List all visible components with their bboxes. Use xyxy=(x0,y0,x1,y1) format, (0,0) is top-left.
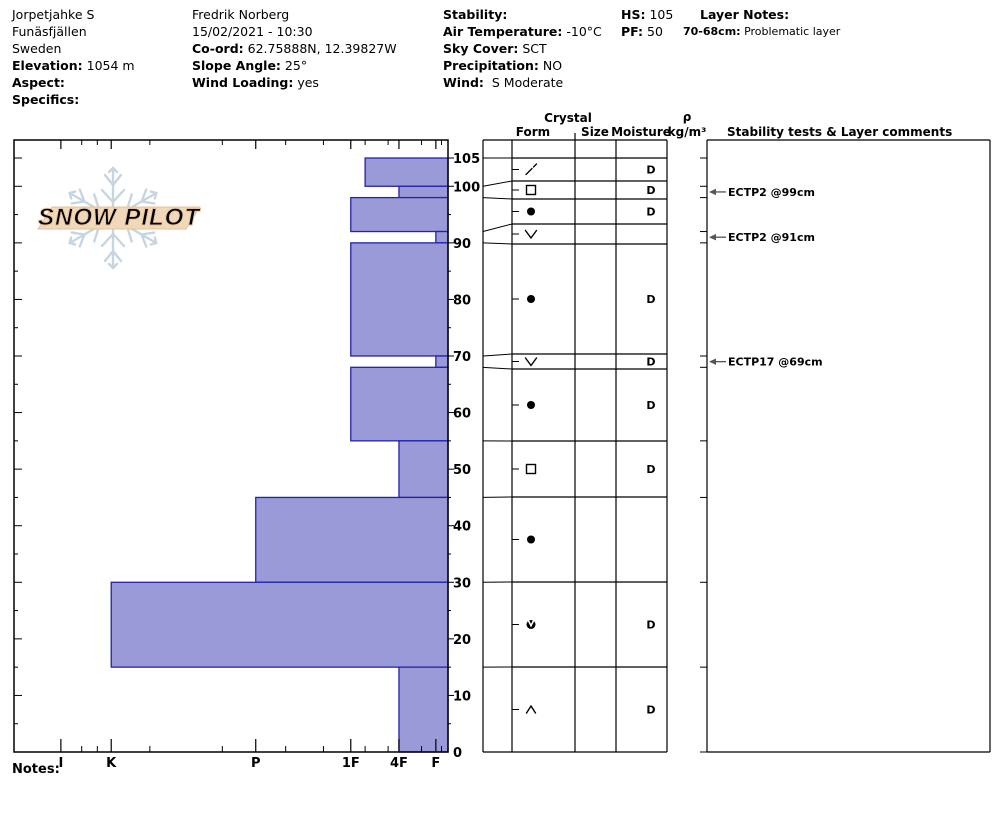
grain-form-RG-icon xyxy=(527,536,535,544)
stability-test-label: ECTP2 @99cm xyxy=(728,185,815,199)
grain-form-DF-icon xyxy=(526,164,537,175)
moisture-value: D xyxy=(646,163,656,177)
moisture-value: D xyxy=(646,355,656,369)
layer-notes-title: Layer Notes: xyxy=(700,7,790,22)
total-height-hs: HS: 105 xyxy=(621,7,674,22)
grain-form-RG-icon xyxy=(527,208,535,216)
column-header-moisture: Moisture xyxy=(611,125,671,139)
layer-bar-98-92 xyxy=(351,198,448,232)
depth-label-40: 40 xyxy=(453,519,472,535)
depth-label-105: 105 xyxy=(453,152,481,167)
hardness-label-K: K xyxy=(106,756,117,771)
depth-label-50: 50 xyxy=(453,463,472,479)
layer-bar-45-30 xyxy=(256,497,448,582)
depth-label-70: 70 xyxy=(453,350,472,365)
stability-field: Stability: xyxy=(443,7,508,22)
site-name: Jorpetjahke S xyxy=(12,7,95,22)
grain-form-column xyxy=(512,164,656,717)
depth-label-0: 0 xyxy=(453,746,463,761)
stability-test-99 xyxy=(709,186,815,199)
depth-label-10: 10 xyxy=(453,689,472,705)
grain-form-SH-icon xyxy=(526,358,537,366)
column-header-density_symbol: ρ xyxy=(682,110,692,124)
grain-form-SH-icon xyxy=(526,231,537,239)
hardness-bars xyxy=(111,158,448,752)
left-arrow-icon xyxy=(709,234,716,240)
depth-label-90: 90 xyxy=(453,236,472,252)
left-arrow-icon xyxy=(709,189,716,195)
hardness-label-I: I xyxy=(58,756,64,771)
grain-form-DH-icon xyxy=(527,706,536,713)
slope-angle: Slope Angle: 25° xyxy=(192,58,308,73)
precipitation: Precipitation: NO xyxy=(443,58,563,73)
grain-form-RG-icon xyxy=(527,295,535,303)
observation-datetime: 15/02/2021 - 10:30 xyxy=(192,24,313,39)
grain-form-RGxf-icon xyxy=(527,620,536,629)
hardness-label-4F: 4F xyxy=(389,756,408,771)
notes-label: Notes: xyxy=(12,762,60,777)
wind-loading: Wind Loading: yes xyxy=(192,75,319,90)
layer-bar-68-55 xyxy=(351,367,448,441)
grain-form-FC-icon xyxy=(527,465,536,474)
site-aspect: Aspect: xyxy=(12,75,65,90)
site-country: Sweden xyxy=(12,41,62,56)
moisture-value: D xyxy=(646,703,656,717)
grain-form-RG-icon xyxy=(527,401,535,409)
air-temperature: Air Temperature: -10°C xyxy=(443,24,602,39)
layer-bar-30-15 xyxy=(111,582,448,667)
moisture-value: D xyxy=(646,463,656,476)
grain-form-FC-icon xyxy=(527,186,536,195)
logo-text: SNOW PILOT xyxy=(38,204,200,231)
column-header-density_unit: kg/m³ xyxy=(667,125,707,139)
sky-cover: Sky Cover: SCT xyxy=(443,41,547,56)
hardness-label-1F: 1F xyxy=(341,756,360,771)
moisture-value: D xyxy=(646,399,656,412)
column-header-form: Form xyxy=(515,125,551,139)
layer-bar-92-90 xyxy=(436,232,448,243)
snowpilot-logo xyxy=(38,168,201,268)
depth-label-20: 20 xyxy=(453,632,472,648)
depth-label-30: 30 xyxy=(453,576,472,592)
observer-name: Fredrik Norberg xyxy=(192,7,290,22)
layer-bar-70-68 xyxy=(436,356,448,367)
layer-note: 70-68cm: Problematic layer xyxy=(683,25,841,38)
pit-foot-pf: PF: 50 xyxy=(621,24,663,39)
moisture-value: D xyxy=(646,205,656,219)
layer-bar-105-100 xyxy=(365,158,448,186)
coordinates: Co-ord: 62.75888N, 12.39827W xyxy=(192,41,397,56)
stability-tests xyxy=(709,186,823,369)
site-specifics: Specifics: xyxy=(12,92,80,107)
layer-table-grid xyxy=(483,133,990,752)
depth-label-60: 60 xyxy=(453,406,472,422)
column-header-size: Size xyxy=(581,125,609,139)
stability-test-label: ECTP17 @69cm xyxy=(728,355,823,369)
column-header-crystal: Crystal xyxy=(544,111,592,125)
hardness-label-P: P xyxy=(250,756,261,771)
wind: Wind: S Moderate xyxy=(443,75,564,90)
left-arrow-icon xyxy=(709,358,716,364)
depth-label-100: 100 xyxy=(453,180,481,196)
stability-test-69 xyxy=(709,356,823,369)
moisture-value: D xyxy=(646,184,656,197)
site-region: Funäsfjällen xyxy=(12,24,87,39)
hardness-label-F: F xyxy=(431,756,441,771)
moisture-value: D xyxy=(646,618,656,632)
layer-bar-100-98 xyxy=(399,186,448,197)
layer-bar-55-45 xyxy=(399,441,448,498)
layer-bar-15-0 xyxy=(399,667,448,752)
site-elevation: Elevation: 1054 m xyxy=(12,58,135,73)
depth-label-80: 80 xyxy=(453,293,472,309)
stability-test-label: ECTP2 @91cm xyxy=(728,231,815,245)
moisture-value: D xyxy=(646,293,656,306)
stability-test-91 xyxy=(709,231,815,244)
layer-bar-90-70 xyxy=(351,243,448,356)
column-header-comments: Stability tests & Layer comments xyxy=(727,125,953,139)
